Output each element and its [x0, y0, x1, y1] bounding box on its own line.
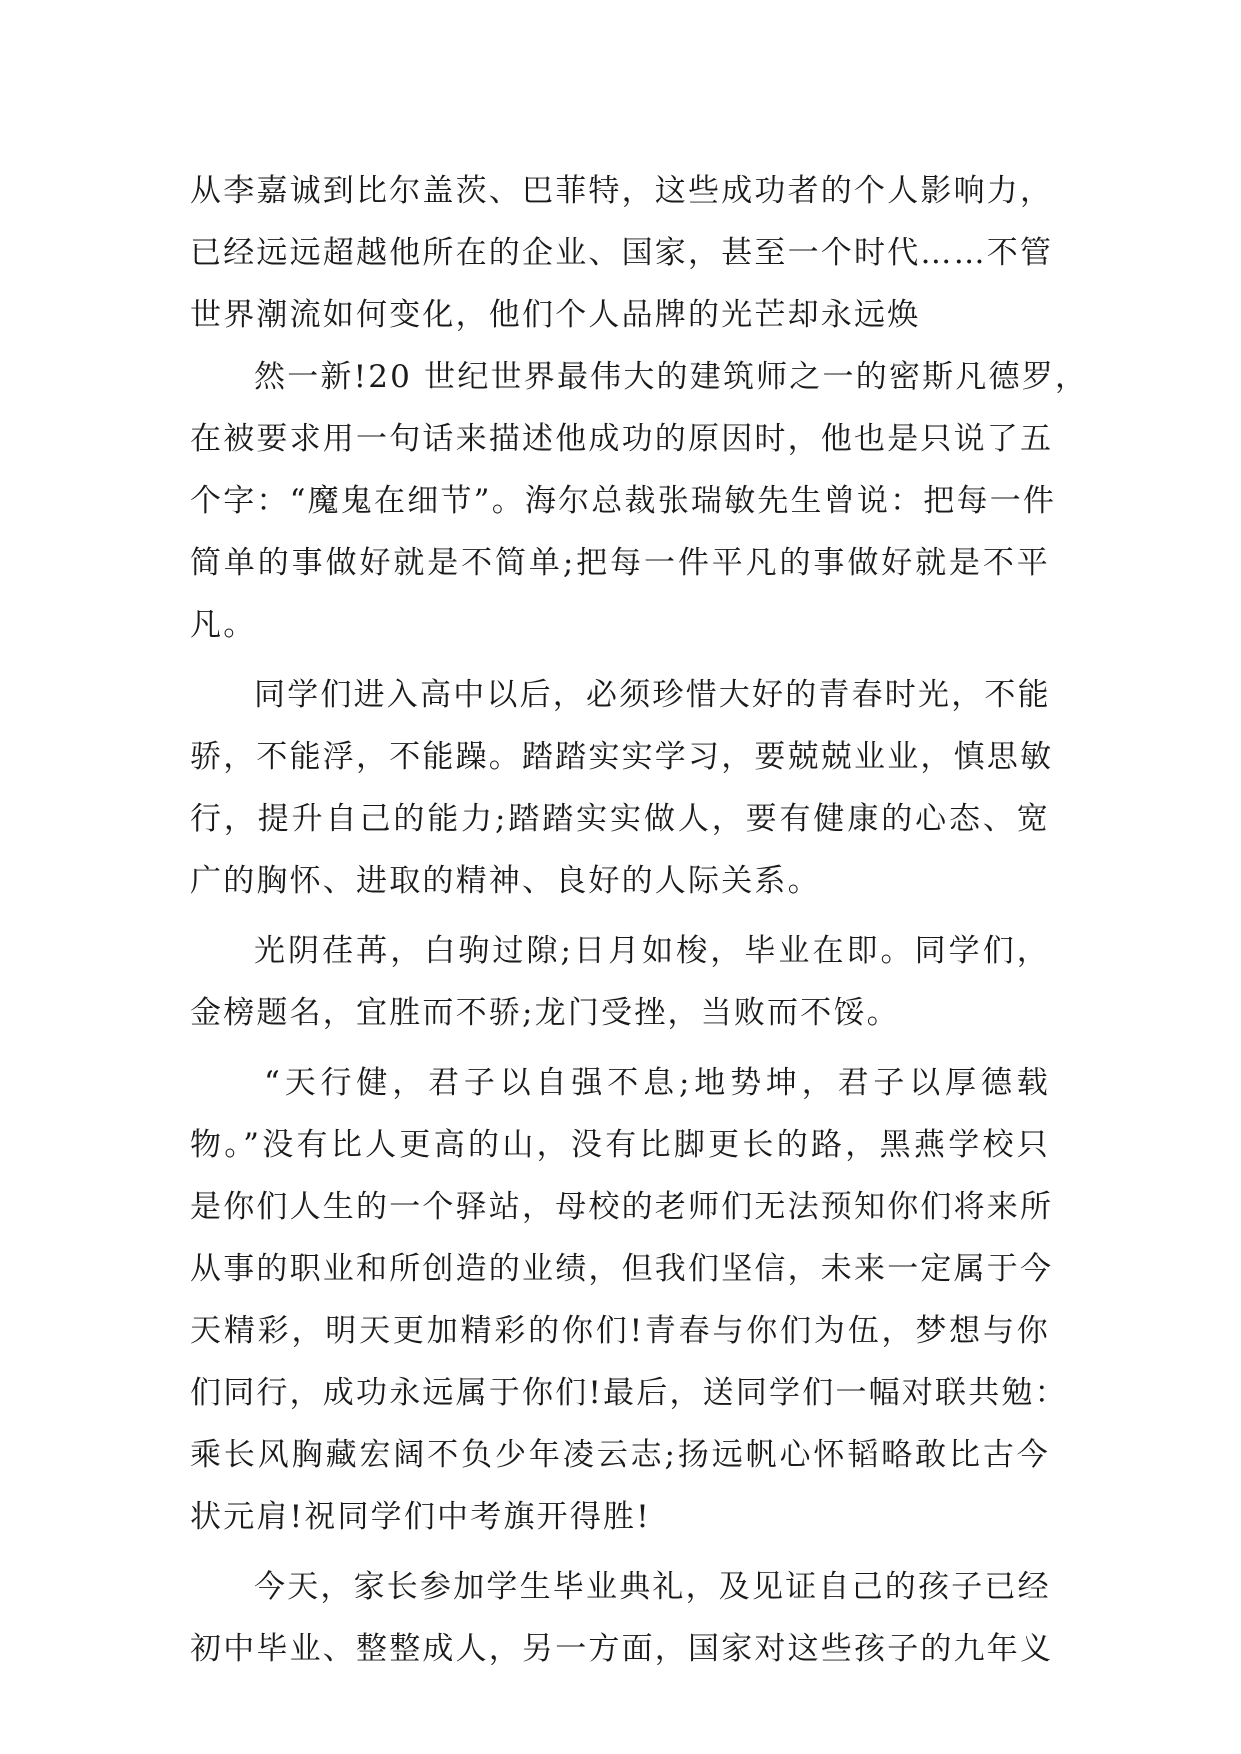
text-line: 同学们进入高中以后，必须珍惜大好的青春时光，不能: [254, 677, 1051, 713]
text-line: 今天，家长参加学生毕业典礼，及见证自己的孩子已经: [254, 1569, 1051, 1605]
text-line: 骄，不能浮，不能躁。踏踏实实学习，要兢兢业业，慎思敏: [190, 739, 1054, 775]
text-line: 光阴荏苒，白驹过隙;日月如梭，毕业在即。同学们，: [254, 933, 1050, 969]
paragraph-gap: [190, 912, 1050, 920]
text-line: 金榜题名，宜胜而不骄;龙门受挫，当败而不馁。: [190, 995, 900, 1031]
text-line: 然一新!20 世纪世界最伟大的建筑师之一的密斯凡德罗，: [254, 359, 1089, 395]
text-line: 是你们人生的一个驿站，母校的老师们无法预知你们将来所: [190, 1189, 1054, 1225]
text-line: 凡。: [190, 607, 257, 643]
text-line: 乘长风胸藏宏阔不负少年凌云志;扬远帆心怀韬略敢比古今: [190, 1437, 1050, 1473]
paragraph-gap: [190, 656, 1050, 664]
paragraph: [190, 920, 1050, 1044]
text-line: 们同行，成功永远属于你们!最后，送同学们一幅对联共勉：: [190, 1375, 1068, 1411]
paragraph: [190, 1052, 1068, 1548]
text-line: 初中毕业、整整成人，另一方面，国家对这些孩子的九年义: [190, 1631, 1054, 1667]
text-line: 简单的事做好就是不简单;把每一件平凡的事做好就是不平: [190, 545, 1050, 581]
paragraph-gap: [190, 1548, 1050, 1556]
text-line: 广的胸怀、进取的精神、良好的人际关系。: [190, 863, 821, 899]
text-line: 天精彩，明天更加精彩的你们!青春与你们为伍，梦想与你: [190, 1313, 1050, 1349]
paragraph-gap: [190, 1044, 1050, 1052]
text-line: 个字：“魔鬼在细节”。海尔总裁张瑞敏先生曾说：把每一件: [190, 483, 1057, 519]
text-line: 物。”没有比人更高的山，没有比脚更长的路，黑燕学校只: [190, 1127, 1050, 1163]
paragraph: [190, 160, 1054, 346]
text-line: 状元肩!祝同学们中考旗开得胜!: [190, 1499, 651, 1535]
text-line: 已经远远超越他所在的企业、国家，甚至一个时代……不管: [190, 235, 1054, 271]
paragraph: [190, 1556, 1054, 1680]
paragraph: [190, 664, 1054, 912]
text-line: “天行健，君子以自强不息;地势坤，君子以厚德载: [264, 1065, 1050, 1101]
text-line: 在被要求用一句话来描述他成功的原因时，他也是只说了五: [190, 421, 1054, 457]
paragraph: [190, 346, 1089, 656]
text-line: 从事的职业和所创造的业绩，但我们坚信，未来一定属于今: [190, 1251, 1054, 1287]
text-line: 从李嘉诚到比尔盖茨、巴菲特，这些成功者的个人影响力，: [190, 173, 1054, 209]
body-text: [190, 160, 1089, 1680]
text-line: 行，提升自己的能力;踏踏实实做人，要有健康的心态、宽: [190, 801, 1050, 837]
text-line: 世界潮流如何变化，他们个人品牌的光芒却永远焕: [190, 297, 921, 333]
